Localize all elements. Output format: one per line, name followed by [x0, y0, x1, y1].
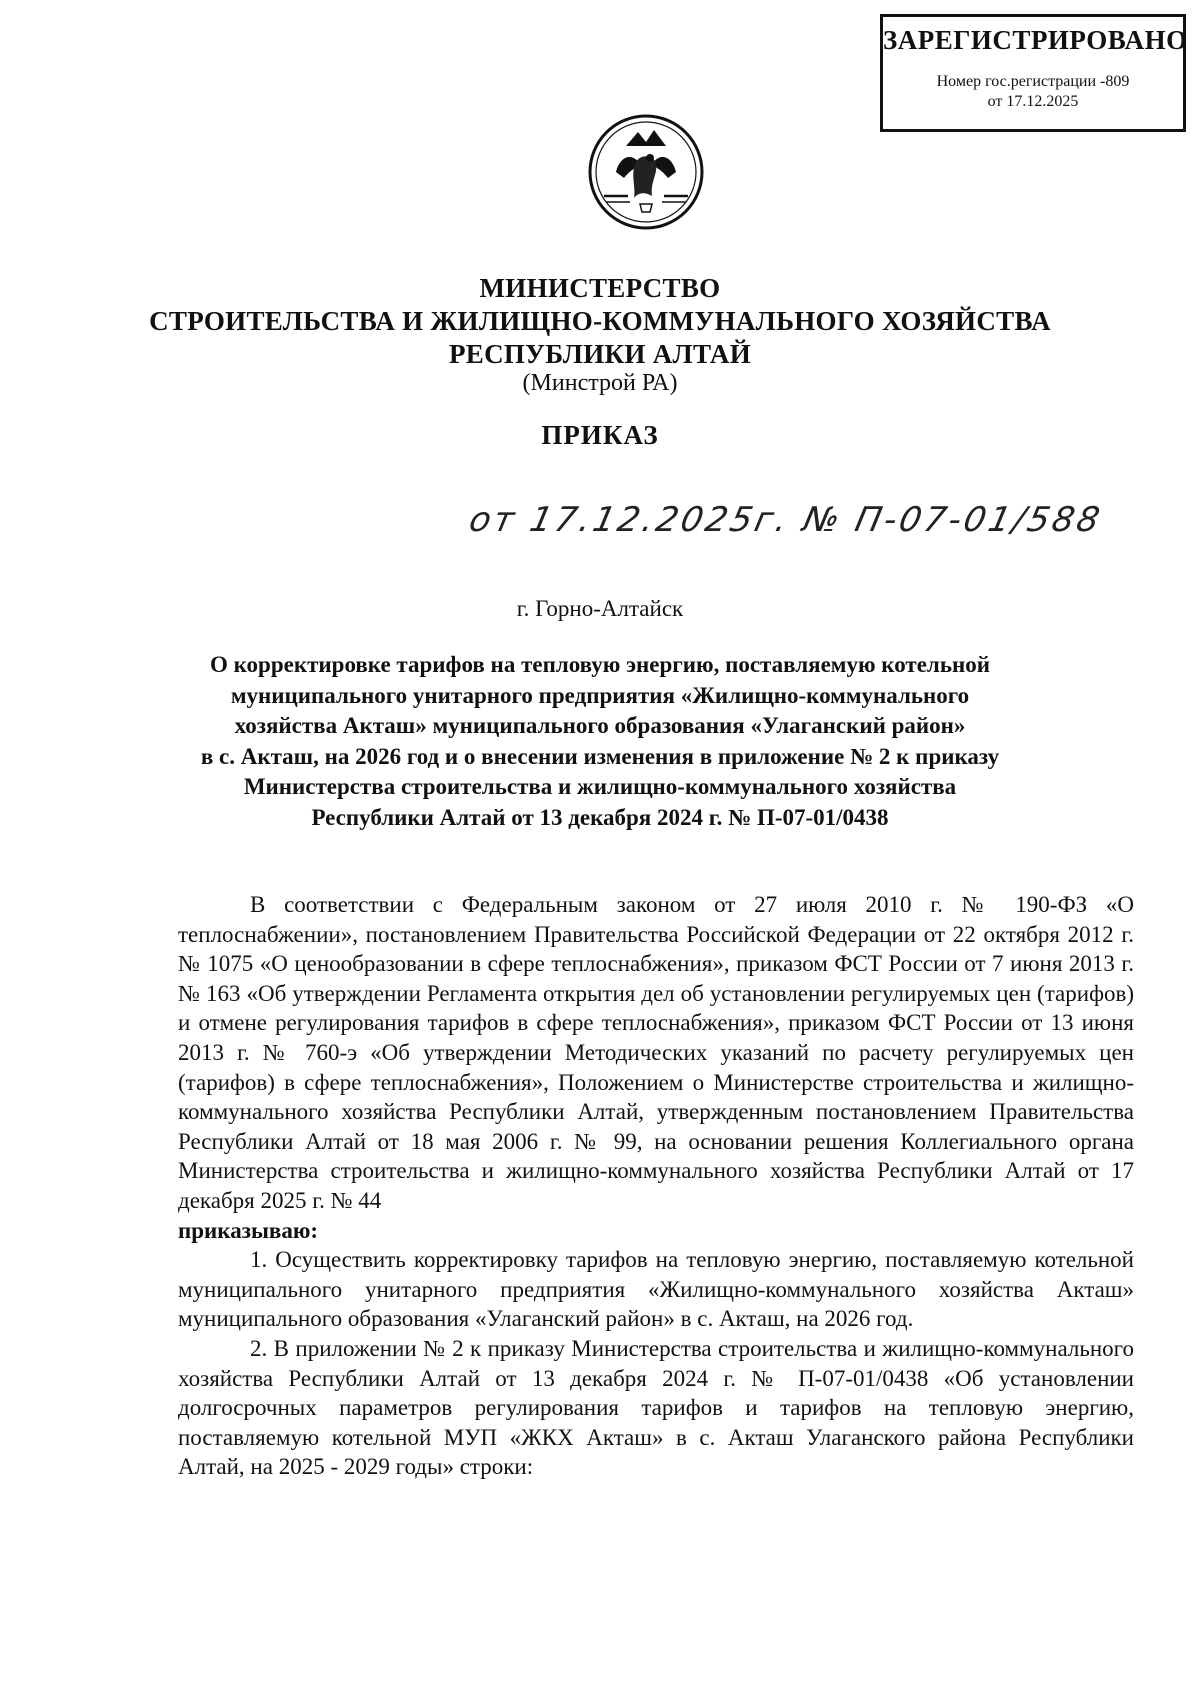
order-item-2: 2. В приложении № 2 к приказу Министерства строительства и жилищно-коммунального хозяйства Республики Алтай от 13 декабря 2024 г. № П-07-01/0438 «Об установлении долгосрочных параметров регулирования тарифов и тарифов на тепловую энергию, поставляемую котельной МУП «ЖКХ Акташ» в с. Акташ Улаганского района Республики Алтай, на 2025 - 2029 годы» строки:	[178, 1335, 1134, 1480]
stamp-reg-date: от 17.12.2025	[987, 93, 1079, 110]
place-of-issue: г. Горно-Алтайск	[516, 596, 684, 621]
ministry-abbreviation: (Минстрой РА)	[522, 370, 678, 396]
order-word: приказываю:	[178, 1217, 319, 1243]
subject-line: Министерства строительства и жилищно-коммунального хозяйства	[243, 774, 957, 799]
ministry-line-3: РЕСПУБЛИКИ АЛТАЙ	[448, 339, 752, 369]
subject-line: Республики Алтай от 13 декабря 2024 г. № П-07-01/0438	[311, 804, 889, 830]
ministry-line-2: СТРОИТЕЛЬСТВА И ЖИЛИЩНО-КОММУНАЛЬНОГО ХОЗЯЙСТВА	[149, 306, 1051, 336]
document-subject	[0, 650, 1200, 833]
handwritten-date-number: от 17.12.2025г. № П-07-01/588	[465, 500, 1106, 540]
stamp-reg-number: Номер гос.регистрации -809	[936, 73, 1130, 90]
order-item-1: 1. Осуществить корректировку тарифов на тепловую энергию, поставляемую котельной муниципального унитарного предприятия «Жилищно-коммунального хозяйства Акташ» муниципального образования «Улаганский район» в с. Акташ, на 2026 год.	[178, 1247, 1134, 1332]
subject-line: в с. Акташ, на 2026 год и о внесении изменения в приложение № 2 к приказу	[200, 743, 1000, 769]
ministry-name	[0, 272, 1200, 371]
preamble-paragraph: В соответствии с Федеральным законом от 27 июля 2010 г. № 190-ФЗ «О теплоснабжении», постановлением Правительства Российской Федерации от 22 октября 2012 г. № 1075 «О ценообразовании в сфере теплоснабжения», приказом ФСТ России от 7 июня 2013 г. № 163 «Об утверждении Регламента открытия дел об установлении регулируемых цен (тарифов) и отмене регулирования тарифов в сфере теплоснабжения», приказом ФСТ России от 13 июня 2013 г. № 760-э «Об утверждении Методических указаний по расчету регулируемых цен (тарифов) в сфере теплоснабжения», Положением о Министерстве строительства и жилищно-коммунального хозяйства Республики Алтай, утвержденным постановлением Правительства Республики Алтай от 18 мая 2006 г. № 99, на основании решения Коллегиального органа Министерства строительства и жилищно-коммунального хозяйства Республики Алтай от 17 декабря 2025 г. № 44	[178, 892, 1134, 1213]
document-type: ПРИКАЗ	[541, 420, 659, 450]
altai-emblem-icon	[586, 112, 706, 232]
subject-line: хозяйства Акташ» муниципального образования «Улаганский район»	[234, 713, 966, 738]
subject-line: муниципального унитарного предприятия «Жилищно-коммунального	[230, 682, 970, 708]
registration-stamp	[880, 14, 1186, 132]
stamp-title: ЗАРЕГИСТРИРОВАНО	[883, 25, 1188, 55]
document-body	[178, 890, 1134, 1482]
ministry-line-1: МИНИСТЕРСТВО	[479, 273, 721, 303]
subject-line: О корректировке тарифов на тепловую энергию, поставляемую котельной	[209, 652, 991, 677]
